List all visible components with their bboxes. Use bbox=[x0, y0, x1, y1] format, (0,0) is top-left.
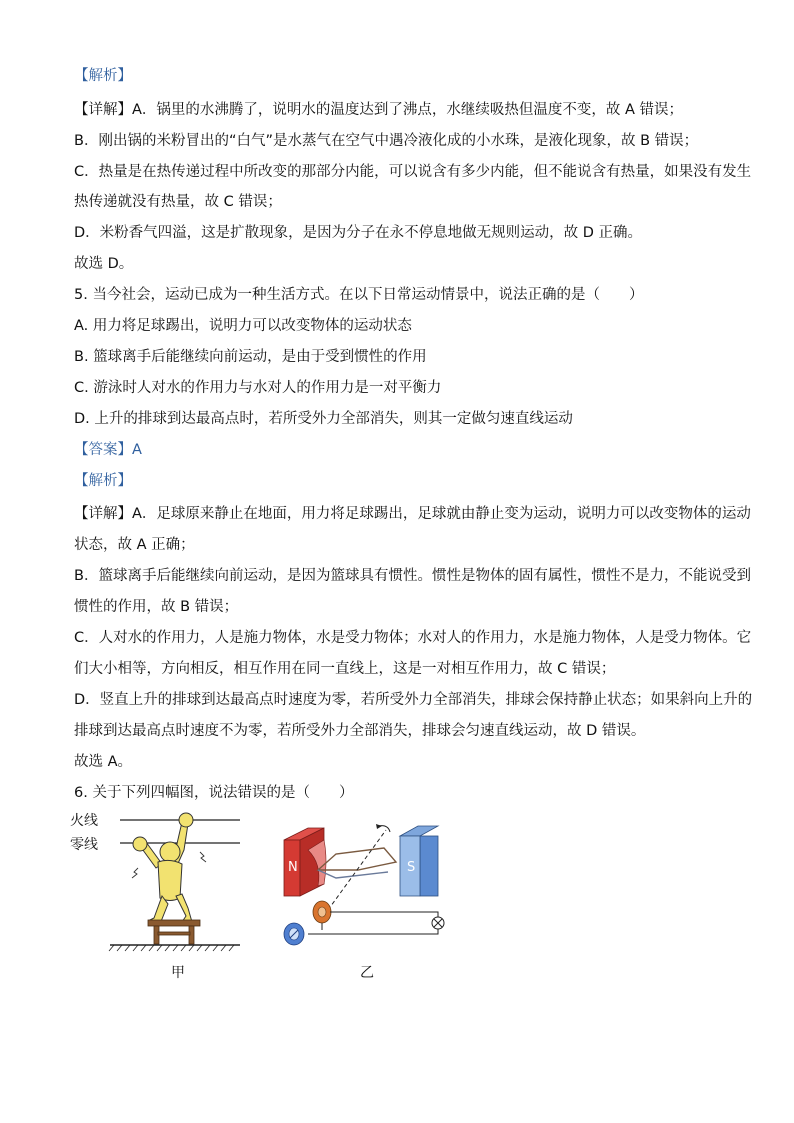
q5-detail-a1: 【详解】A．足球原来静止在地面，用力将足球踢出，足球就由静止变为运动，说明力可以改变物体的运动 bbox=[74, 506, 751, 522]
q5-detail-d1: D．竖直上升的排球到达最高点时速度为零，若所受外力全部消失，排球会保持静止状态；如果斜向上升的 bbox=[74, 692, 753, 708]
q5-detail-d2: 排球到达最高点时速度不为零，若所受外力全部消失，排球会匀速直线运动，故 D 错误。 bbox=[74, 723, 646, 739]
q5-answer: 【答案】A bbox=[74, 442, 142, 458]
q5-detail-a2: 状态，故 A 正确； bbox=[74, 537, 195, 553]
caption-yi: 乙 bbox=[360, 965, 374, 981]
label-live-wire: 火线 bbox=[70, 813, 98, 829]
q5-option-a: A. 用力将足球踢出，说明力可以改变物体的运动状态 bbox=[74, 318, 412, 334]
caption-jia: 甲 bbox=[171, 965, 185, 981]
q5-option-b: B. 篮球离手后能继续向前运动，是由于受到惯性的作用 bbox=[74, 349, 427, 365]
label-neutral-wire: 零线 bbox=[70, 837, 98, 853]
figure-yi bbox=[278, 820, 458, 955]
q5-detail-b1: B．篮球离手后能继续向前运动，是因为篮球具有惯性。惯性是物体的固有属性，惯性不是力，不能说受到 bbox=[74, 568, 751, 584]
q5-choose: 故选 A。 bbox=[74, 754, 133, 770]
q5-detail-c2: 们大小相等，方向相反，相互作用在同一直线上，这是一对相互作用力，故 C 错误； bbox=[74, 661, 616, 677]
jiexi-label-2: 【解析】 bbox=[74, 473, 132, 489]
q5-stem: 5. 当今社会，运动已成为一种生活方式。在以下日常运动情景中，说法正确的是（ ） bbox=[74, 287, 644, 303]
jiexi-label-1: 【解析】 bbox=[74, 68, 132, 84]
detail-c2-1: 热传递就没有热量，故 C 错误； bbox=[74, 194, 282, 210]
detail-c1-1: C．热量是在热传递过程中所改变的那部分内能，可以说含有多少内能，但不能说含有热量，如果没有发生 bbox=[74, 164, 752, 180]
q5-detail-c1: C．人对水的作用力，人是施力物体，水是受力物体；水对人的作用力，水是施力物体，人是受力物体。它 bbox=[74, 630, 752, 646]
q5-detail-b2: 惯性的作用，故 B 错误； bbox=[74, 599, 239, 615]
figure-jia bbox=[70, 808, 250, 958]
q5-option-d: D. 上升的排球到达最高点时，若所受外力全部消失，则其一定做匀速直线运动 bbox=[74, 411, 573, 427]
detail-b-1: B．刚出锅的米粉冒出的“白气”是水蒸气在空气中遇冷液化成的小水珠，是液化现象，故 B 错误； bbox=[74, 133, 699, 149]
q6-stem: 6. 关于下列四幅图，说法错误的是（ ） bbox=[74, 785, 354, 801]
choose-1: 故选 D。 bbox=[74, 256, 134, 272]
pole-n-label: N bbox=[288, 860, 298, 875]
pole-s-label: S bbox=[407, 860, 416, 875]
q5-option-c: C. 游泳时人对水的作用力与水对人的作用力是一对平衡力 bbox=[74, 380, 442, 396]
electric-shock-illustration bbox=[70, 808, 250, 958]
detail-a-1: 【详解】A．锅里的水沸腾了，说明水的温度达到了沸点，水继续吸热但温度不变，故 A 错误； bbox=[74, 102, 684, 118]
generator-illustration bbox=[278, 820, 458, 955]
detail-d-1: D．米粉香气四溢，这是扩散现象，是因为分子在永不停息地做无规则运动，故 D 正确。 bbox=[74, 225, 643, 241]
